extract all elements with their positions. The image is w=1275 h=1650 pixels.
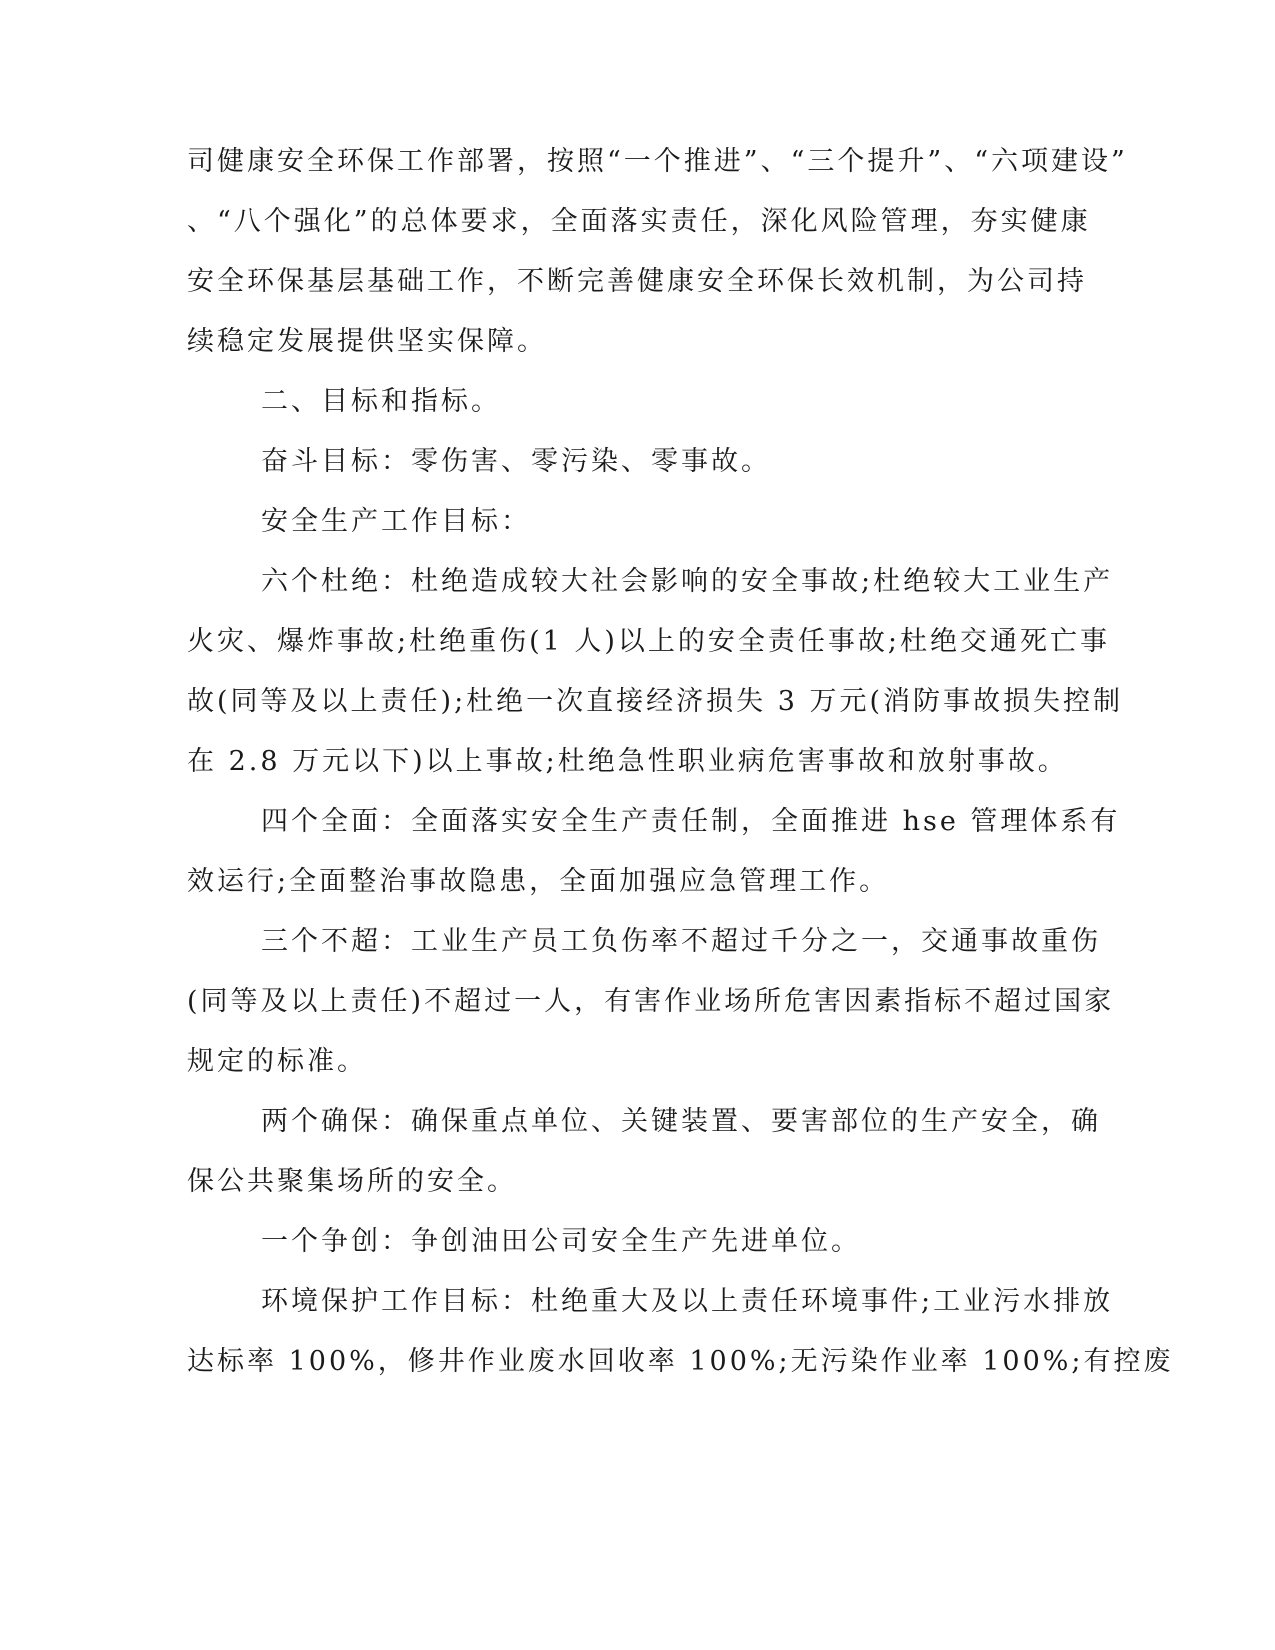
text-line: 在 2.8 万元以下)以上事故;杜绝急性职业病危害事故和放射事故。 bbox=[187, 746, 1068, 777]
text-line: 一个争创：争创油田公司安全生产先进单位。 bbox=[261, 1226, 861, 1257]
text-line: 四个全面：全面落实安全生产责任制，全面推进 hse 管理体系有 bbox=[261, 806, 1121, 837]
text-line: 环境保护工作目标：杜绝重大及以上责任环境事件;工业污水排放 bbox=[261, 1286, 1114, 1317]
text-line: 保公共聚集场所的安全。 bbox=[187, 1166, 517, 1197]
text-line: 续稳定发展提供坚实保障。 bbox=[187, 326, 547, 357]
section-heading: 二、目标和指标。 bbox=[261, 386, 501, 417]
text-line: 两个确保：确保重点单位、关键装置、要害部位的生产安全，确 bbox=[261, 1106, 1101, 1137]
text-line: 故(同等及以上责任);杜绝一次直接经济损失 3 万元(消防事故损失控制 bbox=[187, 686, 1124, 717]
text-line: 三个不超：工业生产员工负伤率不超过千分之一，交通事故重伤 bbox=[261, 926, 1101, 957]
text-line: (同等及以上责任)不超过一人，有害作业场所危害因素指标不超过国家 bbox=[187, 986, 1115, 1017]
text-line: 奋斗目标：零伤害、零污染、零事故。 bbox=[261, 446, 771, 477]
text-line: 规定的标准。 bbox=[187, 1046, 367, 1077]
text-line: 火灾、爆炸事故;杜绝重伤(1 人)以上的安全责任事故;杜绝交通死亡事 bbox=[187, 626, 1111, 657]
text-line: 效运行;全面整治事故隐患，全面加强应急管理工作。 bbox=[187, 866, 890, 897]
text-line: 六个杜绝：杜绝造成较大社会影响的安全事故;杜绝较大工业生产 bbox=[261, 566, 1114, 597]
body-text bbox=[187, 132, 1174, 1392]
text-line: 安全生产工作目标： bbox=[261, 506, 531, 537]
text-line: 司健康安全环保工作部署，按照“一个推进”、“三个提升”、“六项建设” bbox=[187, 146, 1128, 177]
text-line: 、“八个强化”的总体要求，全面落实责任，深化风险管理，夯实健康 bbox=[187, 206, 1091, 237]
text-line: 安全环保基层基础工作，不断完善健康安全环保长效机制，为公司持 bbox=[187, 266, 1087, 297]
text-line: 达标率 100%，修井作业废水回收率 100%;无污染作业率 100%;有控废 bbox=[187, 1346, 1174, 1377]
